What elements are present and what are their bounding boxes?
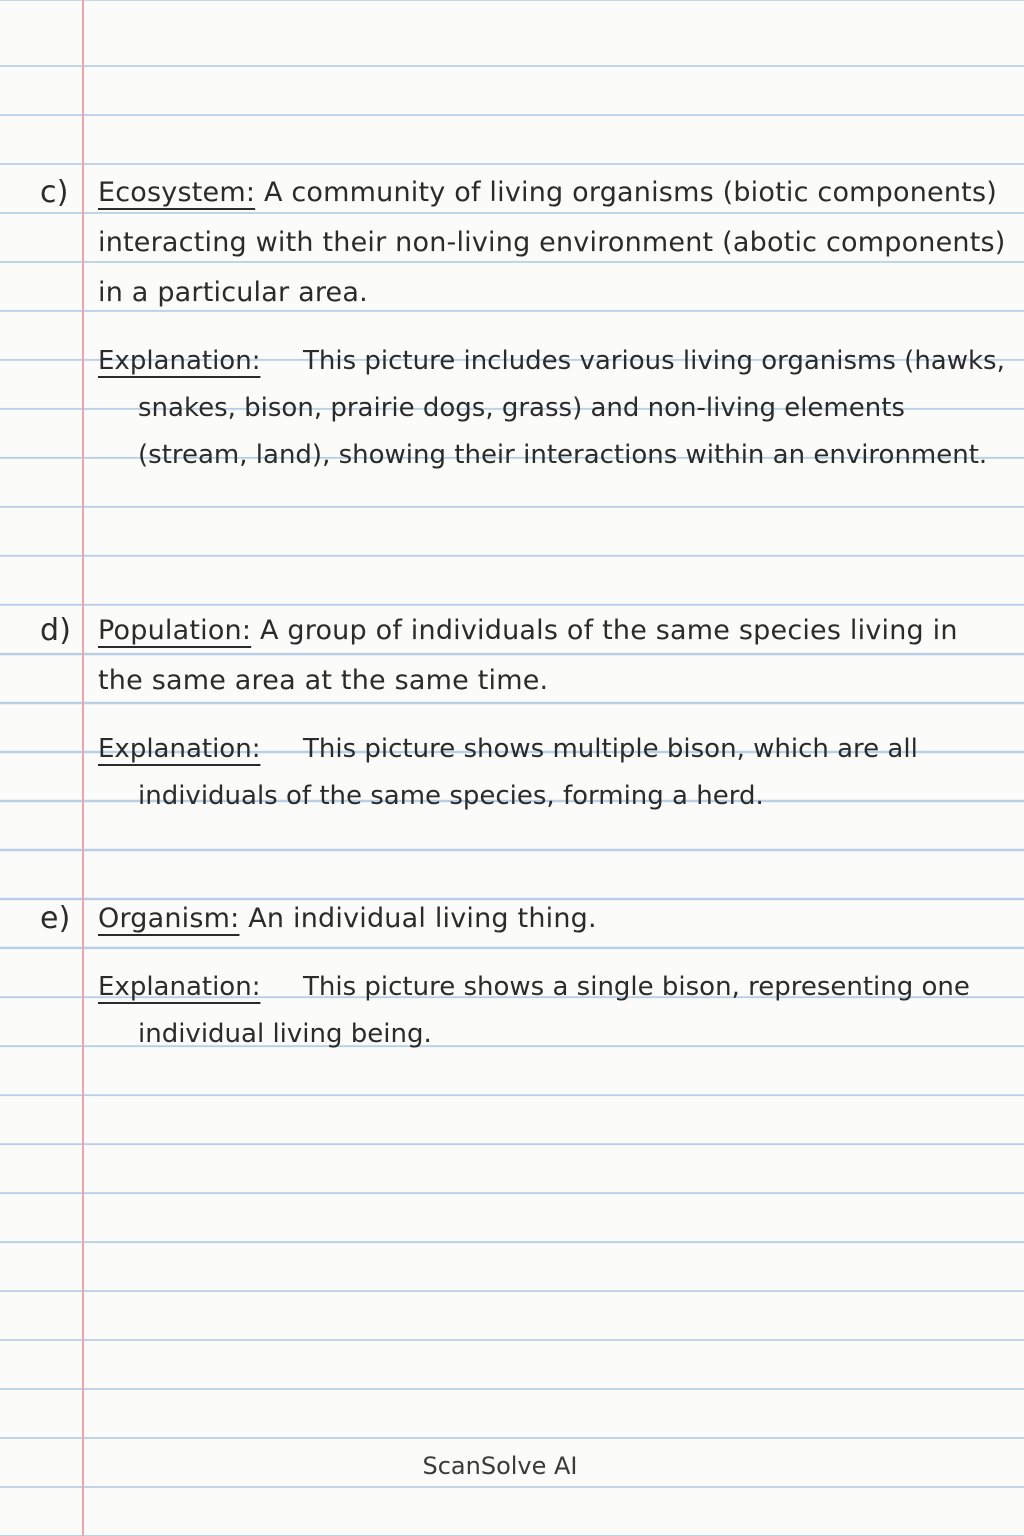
explanation-block [98,726,1010,820]
entry-population [40,606,1010,820]
term-heading: Ecosystem: [98,177,256,208]
definition-text: A group of individuals of the same species living in the same area at the same time. [98,615,958,696]
explanation-text: This picture includes various living organisms (hawks, snakes, bison, prairie dogs, grass) and non-living elements (stream, land), showing their interactions within an environment. [138,346,1005,470]
term-heading: Organism: [98,903,240,934]
definition-block [40,606,1010,706]
item-letter: d) [40,613,72,648]
explanation-block [98,338,1010,479]
term-heading: Population: [98,615,252,646]
explanation-label: Explanation: [98,346,261,376]
definition-block [40,168,1010,318]
explanation-label: Explanation: [98,972,261,1002]
item-letter: c) [40,175,69,210]
definition-text: An individual living thing. [248,903,597,934]
entry-ecosystem [40,168,1010,479]
definition-text: A community of living organisms (biotic components) interacting with their non-living environment (abotic components) in a particular area. [98,177,1006,308]
explanation-text: This picture shows multiple bison, which are all individuals of the same species, forming a herd. [138,734,918,811]
footer-watermark: ScanSolve AI [422,1452,578,1480]
explanation-text: This picture shows a single bison, representing one individual living being. [138,972,970,1049]
definition-block [40,894,1010,944]
explanation-label: Explanation: [98,734,261,764]
item-letter: e) [40,901,71,936]
entry-organism [40,894,1010,1058]
explanation-block [98,964,1010,1058]
